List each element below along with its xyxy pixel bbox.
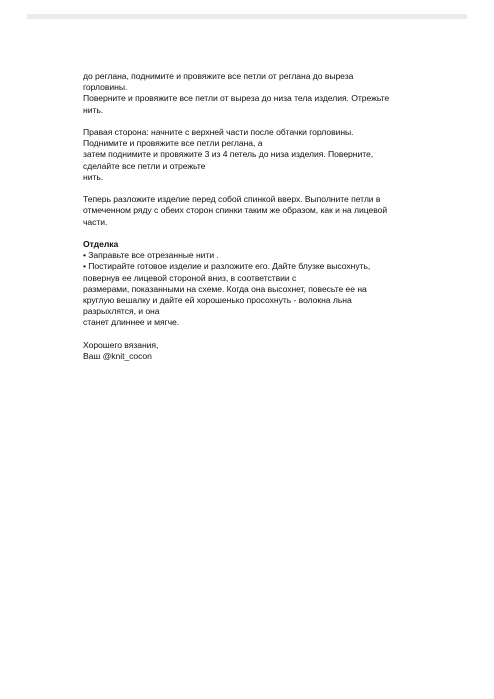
paragraph-gap [83, 183, 428, 194]
paragraph-gap [83, 116, 428, 127]
text-line: нить. [83, 171, 104, 182]
text-line: затем поднимите и провяжите 3 из 4 петель до низа изделия. Поверните, [83, 149, 374, 160]
text-line: нить. [83, 104, 104, 115]
closing-signature [83, 340, 428, 362]
paragraph-gap [83, 228, 428, 239]
text-line: круглую вешалку и дайте ей хорошенько просохнуть - волокна льна [83, 295, 352, 306]
text-line: Поднимите и провяжите все петли реглана, а [83, 138, 263, 149]
text-line: Правая сторона: начните с верхней части после обтачки горловины. [83, 127, 354, 137]
text-line: размерами, показанными на схеме. Когда она высохнет, повесьте ее на [83, 283, 367, 294]
paragraph-gap [83, 329, 428, 340]
paragraph-regan-continuation [83, 71, 428, 116]
paragraph-right-side [83, 127, 428, 183]
text-line: • Постирайте готовое изделие и разложите его. Дайте блузке высохнуть, [83, 261, 371, 272]
text-line: горловины. [83, 82, 128, 93]
text-line: до реглана, поднимите и провяжите все петли от реглана до выреза [83, 71, 354, 81]
paragraph-back-side [83, 194, 428, 228]
text-line: разрыхлятся, и она [83, 306, 160, 317]
author-signature: Ваш @knit_cocon [83, 351, 152, 362]
text-line: • Заправьте все отрезанные нити . [83, 250, 219, 261]
text-line: станет длиннее и мягче. [83, 317, 180, 328]
text-line: Теперь разложите изделие перед собой спинкой вверх. Выполните петли в [83, 194, 381, 205]
text-line: части. [83, 216, 108, 227]
top-divider [27, 14, 467, 19]
finishing-section [83, 239, 428, 329]
document-body [83, 71, 428, 362]
text-line: сделайте все петли и отрежьте [83, 160, 206, 171]
text-line: повернув ее лицевой стороной вниз, в соответствии с [83, 272, 297, 283]
finishing-heading: Отделка [83, 239, 119, 249]
text-line: Поверните и провяжите все петли от выреза до низа тела изделия. Отрежьте [83, 93, 390, 104]
closing-greeting: Хорошего вязания, [83, 339, 159, 350]
text-line: отмеченном ряду с обеих сторон спинки таким же образом, как и на лицевой [83, 205, 388, 216]
